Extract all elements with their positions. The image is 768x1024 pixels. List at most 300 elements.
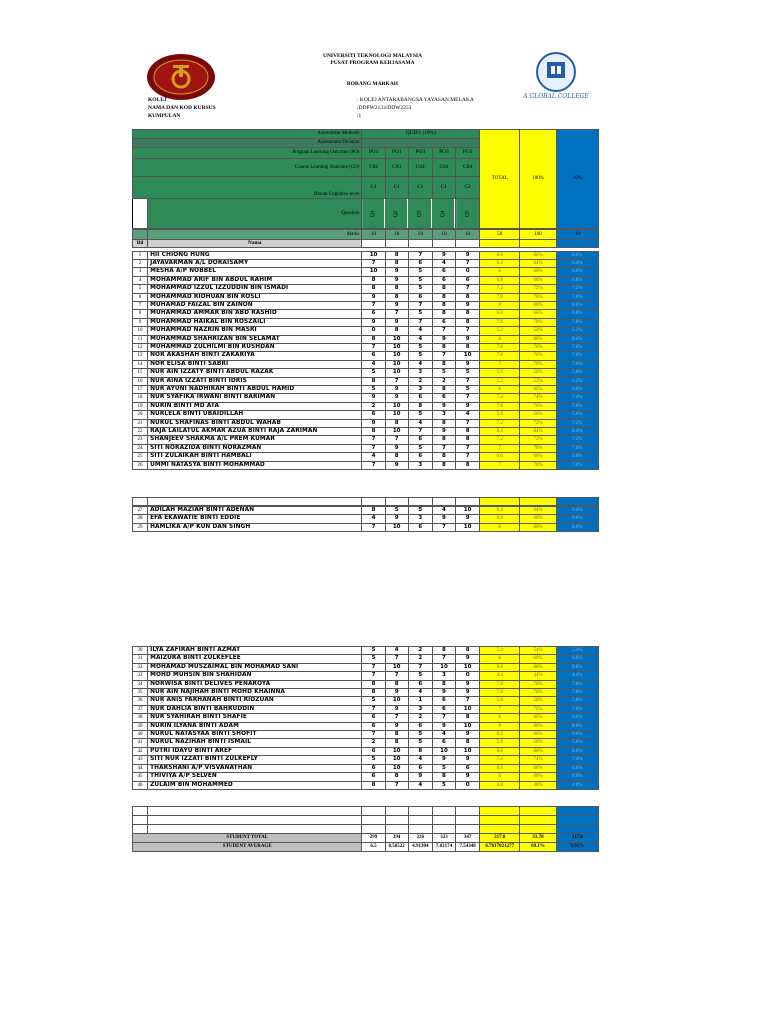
student-percent: 72%: [520, 436, 556, 444]
student-percent: 70%: [520, 444, 556, 452]
student-score: 10: [385, 428, 408, 436]
student-total: 7: [480, 360, 520, 368]
student-name: MUHAMMAD NAZRIN BIN MASRI: [148, 327, 362, 335]
student-score: 7: [385, 377, 408, 385]
student-row: [133, 310, 599, 318]
student-percent: 80%: [520, 773, 556, 781]
student-total: 8: [480, 335, 520, 343]
total-value: 317.8: [556, 834, 598, 843]
student-percent: 60%: [520, 386, 556, 394]
total-header: TOTAL: [480, 130, 520, 229]
student-row: [133, 705, 599, 713]
student-name: HII CHIONG HUNG: [148, 251, 362, 259]
student-score: 5: [385, 507, 408, 515]
student-score: 8: [385, 453, 408, 461]
student-name: ZULAIM BIN MOHAMMED: [148, 781, 362, 789]
student-score: 8: [385, 680, 408, 688]
student-score: 10: [362, 251, 385, 259]
student-total: 6.6: [480, 453, 520, 461]
student-score: 10: [432, 663, 455, 671]
student-percent: 76%: [520, 402, 556, 410]
student-bil: 30: [133, 647, 148, 655]
student-percent: 66%: [520, 731, 556, 739]
student-score: 5: [362, 756, 385, 764]
student-score: 8: [432, 343, 455, 351]
student-score: 7: [385, 781, 408, 789]
student-name: JAYAVARMAN A/L DORAISAMY: [148, 259, 362, 267]
student-percent: 68%: [520, 310, 556, 318]
student-score: 10: [385, 402, 408, 410]
student-score: 8: [362, 428, 385, 436]
student-score: 10: [385, 764, 408, 772]
student-score: 10: [385, 369, 408, 377]
student-score: 7: [362, 301, 385, 309]
student-score: 9: [456, 251, 480, 259]
student-score: 2: [408, 714, 432, 722]
student-score: 6: [362, 773, 385, 781]
student-row: [133, 377, 599, 385]
student-weighted: 5.8%: [556, 697, 598, 705]
student-percent: 78%: [520, 293, 556, 301]
student-bil: 27: [133, 507, 148, 515]
student-score: 7: [408, 318, 432, 326]
student-score: 7: [456, 285, 480, 293]
student-total: 7.8: [480, 680, 520, 688]
student-score: 0: [456, 781, 480, 789]
student-total: 8: [480, 523, 520, 531]
student-score: 9: [385, 461, 408, 469]
student-score: 10: [456, 663, 480, 671]
student-score: 0: [456, 268, 480, 276]
student-score: 8: [432, 293, 455, 301]
student-score: 2: [408, 655, 432, 663]
student-percent: 78%: [520, 689, 556, 697]
student-average-label: STUDENT AVERAGE: [133, 843, 362, 852]
student-bil: 43: [133, 756, 148, 764]
student-score: 7: [385, 436, 408, 444]
student-score: 10: [385, 352, 408, 360]
ten-header: 10%: [556, 130, 598, 229]
student-name: MUHAMMAD HAIKAL BIN ROSZAILI: [148, 318, 362, 326]
student-bil: 12: [133, 343, 148, 351]
student-score: 9: [432, 428, 455, 436]
student-percent: 80%: [520, 335, 556, 343]
quiz-label: QUIZ1 (10%): [362, 130, 480, 139]
avg-value: 8.56522: [385, 843, 408, 852]
student-bil: 24: [133, 444, 148, 452]
student-weighted: 8.0%: [556, 722, 598, 730]
student-name: ILYA ZAFIRAH BINTI AZMAT: [148, 647, 362, 655]
student-name: ADILAH MAZIAH BINTI ADENAN: [148, 507, 362, 515]
marks-row-table: [132, 229, 599, 248]
marks-value: 10: [408, 230, 432, 240]
student-row: [133, 781, 599, 789]
student-name: MUHAMMAD SHAHRIZAN BIN SELAMAT: [148, 335, 362, 343]
student-weighted: 6.6%: [556, 453, 598, 461]
student-score: 6: [408, 293, 432, 301]
student-score: 8: [385, 259, 408, 267]
student-score: 8: [362, 377, 385, 385]
student-total: 6: [480, 268, 520, 276]
student-name: NURIN ILYANA BINTI ADAM: [148, 722, 362, 730]
plo-value: PO3: [408, 148, 432, 159]
student-percent: 58%: [520, 739, 556, 747]
student-weighted: 5.8%: [556, 739, 598, 747]
student-total: 7.4: [480, 756, 520, 764]
student-weighted: 6.6%: [556, 764, 598, 772]
student-row: [133, 655, 599, 663]
student-score: 9: [362, 394, 385, 402]
student-name: SHANJEEV SHAKMA A/L PREM KUMAR: [148, 436, 362, 444]
student-score: 7: [432, 327, 455, 335]
student-score: 8: [385, 293, 408, 301]
student-score: 8: [362, 680, 385, 688]
student-weighted: 7.2%: [556, 419, 598, 427]
student-weighted: 5.2%: [556, 327, 598, 335]
student-score: 10: [362, 268, 385, 276]
student-score: 4: [408, 756, 432, 764]
student-score: 5: [432, 369, 455, 377]
student-name: NURUL SHAFINAS BINTI ABDUL WAHAB: [148, 419, 362, 427]
student-score: 8: [432, 453, 455, 461]
student-row: [133, 722, 599, 730]
kolej-value: : KOLEJ ANTARABANGSA YAYASAN MELAKA: [357, 97, 474, 103]
student-total: 8.8: [480, 663, 520, 671]
student-bil: 17: [133, 386, 148, 394]
student-score: 9: [385, 444, 408, 452]
student-bil: 38: [133, 714, 148, 722]
question-label: Question: [148, 199, 362, 229]
student-name: NUR AIN IZZATY BINTI ABDUL RAZAK: [148, 369, 362, 377]
student-row: [133, 689, 599, 697]
student-bil: 23: [133, 436, 148, 444]
student-score: 9: [456, 773, 480, 781]
student-score: 10: [456, 705, 480, 713]
form-title: BORANG MARKAH: [346, 81, 399, 87]
student-row: [133, 773, 599, 781]
student-percent: 72%: [520, 419, 556, 427]
student-name: NURLELA BINTI UBAIDILLAH: [148, 411, 362, 419]
student-bil: 11: [133, 335, 148, 343]
total-value: 323: [432, 834, 455, 843]
kumpulan-value: :1: [357, 113, 362, 119]
student-row: [133, 259, 599, 267]
student-score: 9: [408, 773, 432, 781]
student-name: MOHD MUHSIN BIN SHAHIDAN: [148, 672, 362, 680]
student-row: [133, 369, 599, 377]
student-percent: 74%: [520, 394, 556, 402]
student-percent: 80%: [520, 722, 556, 730]
student-score: 9: [432, 402, 455, 410]
student-weighted: 5.6%: [556, 411, 598, 419]
student-row: [133, 697, 599, 705]
student-score: 5: [408, 739, 432, 747]
student-bil: 34: [133, 680, 148, 688]
student-score: 6: [456, 276, 480, 284]
student-weighted: 8.4%: [556, 428, 598, 436]
student-score: 8: [456, 714, 480, 722]
student-score: 6: [362, 352, 385, 360]
student-score: 7: [456, 394, 480, 402]
student-total-label: STUDENT TOTAL: [133, 834, 362, 843]
student-total: 4.8: [480, 781, 520, 789]
total-value: 31.78: [520, 834, 556, 843]
student-score: 9: [385, 394, 408, 402]
student-score: 4: [408, 689, 432, 697]
student-total: 8: [480, 722, 520, 730]
bil-header: Bil: [133, 240, 148, 248]
student-bil: 44: [133, 764, 148, 772]
student-score: 9: [432, 722, 455, 730]
spacer-row: [132, 497, 599, 506]
student-weighted: 6.8%: [556, 276, 598, 284]
student-score: 10: [385, 747, 408, 755]
student-percent: 76%: [520, 343, 556, 351]
student-score: 8: [432, 310, 455, 318]
student-score: 7: [385, 672, 408, 680]
student-score: 8: [362, 285, 385, 293]
student-score: 7: [362, 731, 385, 739]
plo-value: PO1: [362, 148, 385, 159]
student-score: 9: [456, 402, 480, 410]
student-score: 8: [456, 647, 480, 655]
student-weighted: 4.8%: [556, 781, 598, 789]
student-score: 8: [362, 507, 385, 515]
student-score: 8: [432, 461, 455, 469]
student-name: HAMLIKA A/P KUN DAN SINGH: [148, 523, 362, 531]
student-percent: 80%: [520, 523, 556, 531]
student-bil: 42: [133, 747, 148, 755]
student-bil: 37: [133, 705, 148, 713]
student-name: MUHAMMAD ZULHILMI BIN RUSHDAN: [148, 343, 362, 351]
student-score: 7: [432, 655, 455, 663]
student-score: 7: [456, 259, 480, 267]
student-score: 6: [432, 697, 455, 705]
college-logo: [514, 52, 598, 100]
student-percent: 80%: [520, 301, 556, 309]
student-score: 6: [408, 680, 432, 688]
student-score: 7: [385, 714, 408, 722]
student-score: 3: [408, 515, 432, 523]
student-row: [133, 747, 599, 755]
kursus-label: NAMA DAN KOD KURSUS: [148, 105, 216, 111]
student-score: 7: [432, 714, 455, 722]
student-percent: 86%: [520, 251, 556, 259]
student-total: 5.2: [480, 327, 520, 335]
student-score: 10: [456, 507, 480, 515]
student-bil: 16: [133, 377, 148, 385]
student-score: 3: [432, 411, 455, 419]
student-name: MOHAMMAD IZZUL IZZUDDIN BIN ISMADI: [148, 285, 362, 293]
student-score: 10: [456, 747, 480, 755]
student-weighted: 7.8%: [556, 689, 598, 697]
student-percent: 70%: [520, 705, 556, 713]
student-score: 5: [408, 268, 432, 276]
student-score: 7: [362, 436, 385, 444]
student-score: 6: [362, 310, 385, 318]
marks-value: 10: [385, 230, 408, 240]
student-bil: 19: [133, 402, 148, 410]
ten-marks: 10: [556, 230, 598, 240]
student-bil: 26: [133, 461, 148, 469]
student-score: 8: [385, 731, 408, 739]
student-percent: 84%: [520, 428, 556, 436]
student-score: 5: [362, 647, 385, 655]
student-row: [133, 461, 599, 469]
student-score: 7: [408, 663, 432, 671]
student-score: 8: [432, 360, 455, 368]
student-percent: 66%: [520, 453, 556, 461]
total-value: 394: [385, 834, 408, 843]
student-percent: 56%: [520, 411, 556, 419]
student-score: 6: [362, 714, 385, 722]
student-total: 7: [480, 705, 520, 713]
student-score: 8: [385, 419, 408, 427]
clo-value: C03: [385, 159, 408, 177]
question-value: Q4: [432, 199, 455, 229]
student-score: 4: [408, 419, 432, 427]
marks-value: 10: [456, 230, 480, 240]
student-score: 8: [456, 739, 480, 747]
student-score: 6: [432, 739, 455, 747]
student-percent: 56%: [520, 369, 556, 377]
student-name: NUR SYAHIRAH BINTI SHAFIE: [148, 714, 362, 722]
kursus-value: :DDPW2133/DDW2253: [357, 105, 412, 111]
student-score: 9: [456, 680, 480, 688]
student-weighted: 7.8%: [556, 680, 598, 688]
student-score: 6: [456, 764, 480, 772]
student-row: [133, 386, 599, 394]
student-score: 8: [385, 251, 408, 259]
student-score: 9: [385, 386, 408, 394]
student-weighted: 8.6%: [556, 251, 598, 259]
student-score: 10: [456, 352, 480, 360]
student-total: 5.4: [480, 647, 520, 655]
student-total: 6.6: [480, 764, 520, 772]
student-bil: 7: [133, 301, 148, 309]
student-score: 10: [456, 722, 480, 730]
student-score: 9: [456, 655, 480, 663]
pct-marks: 100: [520, 230, 556, 240]
student-name: SITI ZULAIKAH BINTI HAMBALI: [148, 453, 362, 461]
question-value: Q2: [385, 199, 408, 229]
avg-value: 6.91%: [556, 843, 598, 852]
student-score: 7: [432, 444, 455, 452]
student-row: [133, 764, 599, 772]
student-score: 8: [456, 343, 480, 351]
student-score: 9: [385, 276, 408, 284]
student-name: EFA EKAWATIE BINTI EDDIE: [148, 515, 362, 523]
student-name: SITI NUR IZZATI BINTI ZULKEFLY: [148, 756, 362, 764]
student-score: 4: [408, 327, 432, 335]
student-name: NOR AKASHAH BINTI ZAKARIYA: [148, 352, 362, 360]
student-bil: 45: [133, 773, 148, 781]
student-score: 8: [432, 301, 455, 309]
student-score: 4: [432, 507, 455, 515]
student-row: [133, 436, 599, 444]
student-score: 9: [385, 318, 408, 326]
student-score: 2: [408, 647, 432, 655]
student-name: RAJA LAILATUL AKMAR AZUA BINTI RAJA ZARIMAN: [148, 428, 362, 436]
question-value: Q3: [408, 199, 432, 229]
student-percent: 70%: [520, 360, 556, 368]
student-score: 7: [362, 461, 385, 469]
student-score: 10: [385, 663, 408, 671]
student-name: MAIZURA BINTI ZULKEFLEE: [148, 655, 362, 663]
student-percent: 54%: [520, 647, 556, 655]
student-percent: 44%: [520, 672, 556, 680]
clo-value: C02: [362, 159, 385, 177]
student-score: 0: [362, 327, 385, 335]
student-name: NUR AYUNI NADHIRAH BINTI ABDUL HAMID: [148, 386, 362, 394]
student-score: 7: [408, 251, 432, 259]
clo-label: Course Learning Outcome (CO): [133, 159, 362, 177]
student-score: 6: [432, 268, 455, 276]
student-score: 3: [432, 672, 455, 680]
student-name: MESHA A/P NOBBEL: [148, 268, 362, 276]
student-name: NUR DAHLIA BINTI BAHRUDDIN: [148, 705, 362, 713]
student-score: 2: [362, 402, 385, 410]
student-name: NOR ELISA BINTI SABRI: [148, 360, 362, 368]
student-score: 7: [362, 259, 385, 267]
student-score: 8: [362, 689, 385, 697]
student-score: 7: [362, 663, 385, 671]
student-total: 7.6: [480, 402, 520, 410]
student-percent: 70%: [520, 461, 556, 469]
student-bil: 6: [133, 293, 148, 301]
student-row: [133, 756, 599, 764]
student-score: 10: [385, 697, 408, 705]
student-score: 7: [456, 453, 480, 461]
student-score: 9: [456, 515, 480, 523]
student-total: 7.2: [480, 436, 520, 444]
student-row: [133, 515, 599, 523]
student-score: 5: [362, 655, 385, 663]
student-total: 5.8: [480, 739, 520, 747]
student-weighted: 6.0%: [556, 655, 598, 663]
student-score: 10: [432, 747, 455, 755]
student-total: 8: [480, 301, 520, 309]
student-score: 6: [432, 276, 455, 284]
student-weighted: 6.8%: [556, 515, 598, 523]
student-score: 4: [408, 335, 432, 343]
student-total: 7.2: [480, 419, 520, 427]
assessment-header-table: [132, 129, 599, 229]
student-score: 2: [362, 739, 385, 747]
question-value: Q5: [456, 199, 480, 229]
student-row: [133, 251, 599, 259]
student-score: 7: [456, 327, 480, 335]
student-score: 9: [456, 335, 480, 343]
student-name: MUHAMAD FAIZAL BIN ZAINON: [148, 301, 362, 309]
student-score: 7: [456, 419, 480, 427]
student-name: SITI NORAZIDA BINTI NORAZMAN: [148, 444, 362, 452]
student-total: 7.4: [480, 394, 520, 402]
student-score: 7: [456, 444, 480, 452]
student-score: 5: [432, 781, 455, 789]
student-score: 6: [432, 394, 455, 402]
student-name: MUHAMMAD AMMAR BIN ABD RASHID: [148, 310, 362, 318]
student-score: 3: [408, 369, 432, 377]
student-percent: 68%: [520, 276, 556, 284]
student-score: 9: [362, 318, 385, 326]
student-bil: 21: [133, 419, 148, 427]
student-row: [133, 318, 599, 326]
plo-label: Program Learning Outcome (PO): [133, 148, 362, 159]
student-score: 6: [432, 318, 455, 326]
student-name: NORWISA BINTI DELIVES PENAROYA: [148, 680, 362, 688]
student-bil: 20: [133, 411, 148, 419]
